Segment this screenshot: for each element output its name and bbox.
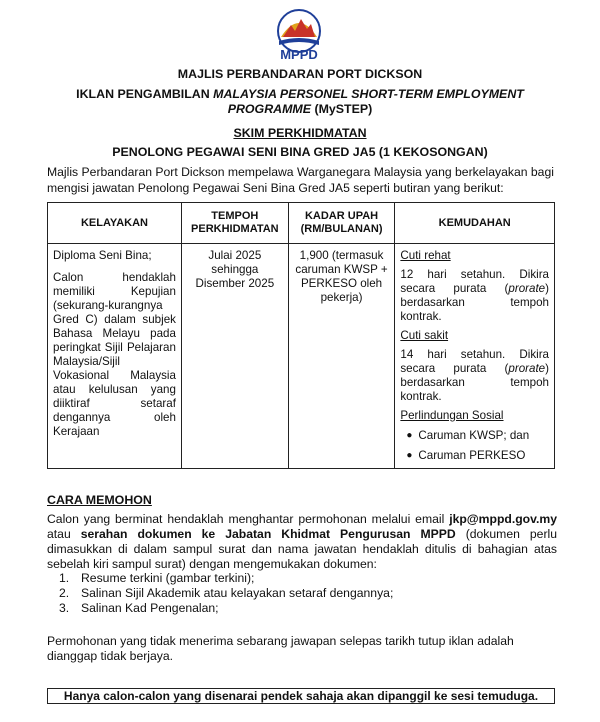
- header-tempoh: TEMPOH PERKHIDMATAN: [181, 203, 288, 244]
- ad-title: IKLAN PENGAMBILAN MALAYSIA PERSONEL SHORT-TERM EMPLOYMENT PROGRAMME (MySTEP): [76, 87, 524, 116]
- skim-title: SKIM PERKHIDMATAN: [233, 126, 367, 140]
- list-item: 2. Salinan Sijil Akademik atau kelayakan setaraf dengannya;: [59, 586, 394, 600]
- cell-kemudahan: [395, 244, 555, 469]
- header-kemudahan: KEMUDAHAN: [395, 203, 555, 244]
- org-title: MAJLIS PERBANDARAN PORT DICKSON: [177, 67, 423, 81]
- perlindungan-title: Perlindungan Sosial: [400, 409, 504, 422]
- table-row: [48, 244, 555, 469]
- intro-paragraph: Majlis Perbandaran Port Dickson mempelawa Warganegara Malaysia yang berkelayakan bagi mengisi jawatan Penolong Pegawai Seni Bina Gred JA5 seperti butiran yang berikut:: [47, 165, 554, 195]
- header-kelayakan: KELAYAKAN: [48, 203, 182, 244]
- cell-tempoh: Julai 2025 sehingga Disember 2025: [181, 244, 288, 469]
- header-kadar: KADAR UPAH (RM/BULANAN): [288, 203, 395, 244]
- cara-memohon-paragraph: Calon yang berminat hendaklah menghantar permohonan melalui email jkp@mppd.gov.my atau serahan dokumen ke Jabatan Khidmat Pengurusan MPPD (dokumen perlu dimasukkan di dalam sampul surat dan nama jawatan hendaklah ditulis di bahagian atas sebelah kiri sampul surat) dengan mengemukakan dokumen:: [47, 512, 557, 571]
- shortlist-note: Hanya calon-calon yang disenarai pendek sahaja akan dipanggil ke sesi temuduga.: [47, 688, 555, 704]
- cell-kadar: 1,900 (termasuk caruman KWSP + PERKESO oleh pekerja): [288, 244, 395, 469]
- bullet-icon: ●: [406, 450, 413, 461]
- email-link[interactable]: jkp@mppd.gov.my: [449, 512, 557, 526]
- cuti-sakit-title: Cuti sakit: [400, 329, 449, 342]
- list-item: ● Caruman PERKESO: [400, 449, 549, 463]
- cuti-sakit-text: 14 hari setahun. Dikira secara purata (prorate) berdasarkan tempoh kontrak.: [400, 348, 549, 403]
- list-item: 1. Resume terkini (gambar terkini);: [59, 571, 255, 585]
- list-item: ● Caruman KWSP; dan: [400, 429, 549, 443]
- cell-kelayakan: [48, 244, 182, 469]
- logo-text: MPPD: [280, 47, 318, 62]
- mppd-logo: [269, 7, 329, 63]
- cara-memohon-title: CARA MEMOHON: [47, 493, 152, 507]
- position-title: PENOLONG PEGAWAI SENI BINA GRED JA5 (1 KEKOSONGAN): [112, 145, 488, 159]
- closing-paragraph: Permohonan yang tidak menerima sebarang jawapan selepas tarikh tutup iklan adalah dianggap tidak berjaya.: [47, 634, 514, 663]
- bullet-icon: ●: [406, 430, 413, 441]
- cuti-rehat-text: 12 hari setahun. Dikira secara purata (prorate) berdasarkan tempoh kontrak.: [400, 268, 549, 323]
- document-list: [47, 571, 557, 616]
- kelayakan-syarat: Calon hendaklah memiliki Kepujian (sekurang-kurangnya Gred C) dalam subjek Bahasa Melayu pada peringkat Sijil Pelajaran Malaysia/Sijil Vokasional Malaysia atau kelulusan yang diiktiraf setaraf dengannya oleh Kerajaan: [53, 271, 176, 438]
- cuti-rehat-title: Cuti rehat: [400, 249, 451, 262]
- list-item: 3. Salinan Kad Pengenalan;: [59, 601, 219, 615]
- kelayakan-diploma: Diploma Seni Bina;: [53, 249, 152, 262]
- details-table: [47, 202, 555, 469]
